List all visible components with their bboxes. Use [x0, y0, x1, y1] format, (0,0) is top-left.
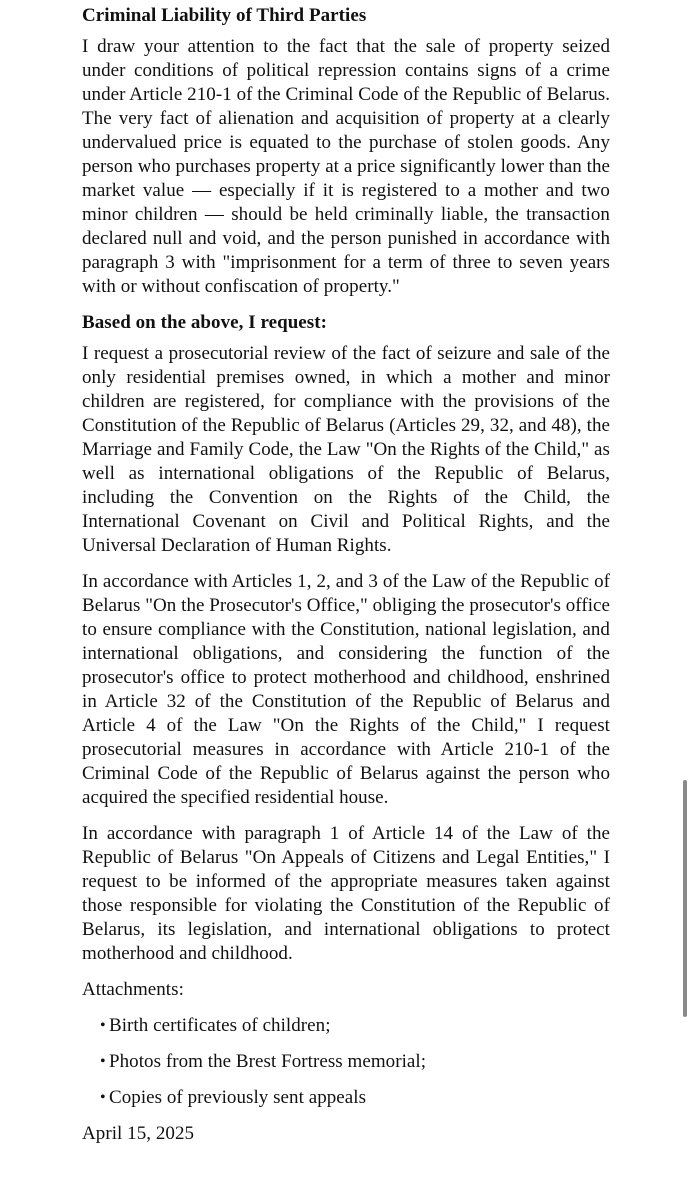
document-date: April 15, 2025	[82, 1123, 195, 1144]
bullet-icon: •	[100, 1017, 106, 1034]
scrollbar-thumb[interactable]	[683, 780, 687, 1017]
request-paragraph-review: I request a prosecutorial review of the fact of seizure and sale of the only residential premises owned, in which a mother and minor children are registered, for compliance with the provisions of the Constitution of the Republic of Belarus (Articles 29, 32, and 48), the Marriage and Family Code, the Law "On the Rights of the Child," as well as international obligations of the Republic of Belarus, including the Convention on the Rights of the Child, the International Covenant on Civil and Political Rights, and the Universal Declaration of Human Rights.	[82, 343, 610, 556]
attachments-list	[82, 1014, 610, 1110]
list-item	[100, 1014, 610, 1038]
request-paragraph-inform: In accordance with paragraph 1 of Article 14 of the Law of the Republic of Belarus "On Appeals of Citizens and Legal Entities," I request to be informed of the appropriate measures taken against those responsible for violating the Constitution of the Republic of Belarus, its legislation, and international obligations to protect motherhood and childhood.	[82, 823, 610, 964]
section-heading-request: Based on the above, I request:	[82, 312, 327, 333]
criminal-liability-paragraph: I draw your attention to the fact that the sale of property seized under conditions of political repression contains signs of a crime under Article 210-1 of the Criminal Code of the Republic of Belarus. The very fact of alienation and acquisition of property at a clearly undervalued price is equated to the purchase of stolen goods. Any person who purchases property at a price significantly lower than the market value — especially if it is registered to a mother and two minor children — should be held criminally liable, the transaction declared null and void, and the person punished in accordance with paragraph 3 with "imprisonment for a term of three to seven years with or without confiscation of property."	[82, 36, 610, 297]
list-item	[100, 1086, 610, 1110]
attachment-text: Copies of previously sent appeals	[109, 1087, 367, 1108]
attachments-label: Attachments:	[82, 979, 184, 1000]
bullet-icon: •	[100, 1089, 106, 1106]
document-page	[82, 4, 610, 1146]
attachment-text: Photos from the Brest Fortress memorial;	[109, 1051, 427, 1072]
attachment-text: Birth certificates of children;	[109, 1015, 331, 1036]
request-paragraph-measures: In accordance with Articles 1, 2, and 3 of the Law of the Republic of Belarus "On the Prosecutor's Office," obliging the prosecutor's office to ensure compliance with the Constitution, national legislation, and international obligations, and considering the function of the prosecutor's office to protect motherhood and childhood, enshrined in Article 32 of the Constitution of the Republic of Belarus and Article 4 of the Law "On the Rights of the Child," I request prosecutorial measures in accordance with Article 210-1 of the Criminal Code of the Republic of Belarus against the person who acquired the specified residential house.	[82, 571, 611, 808]
section-heading-criminal-liability: Criminal Liability of Third Parties	[82, 5, 367, 26]
list-item	[100, 1050, 610, 1074]
bullet-icon: •	[100, 1053, 106, 1070]
